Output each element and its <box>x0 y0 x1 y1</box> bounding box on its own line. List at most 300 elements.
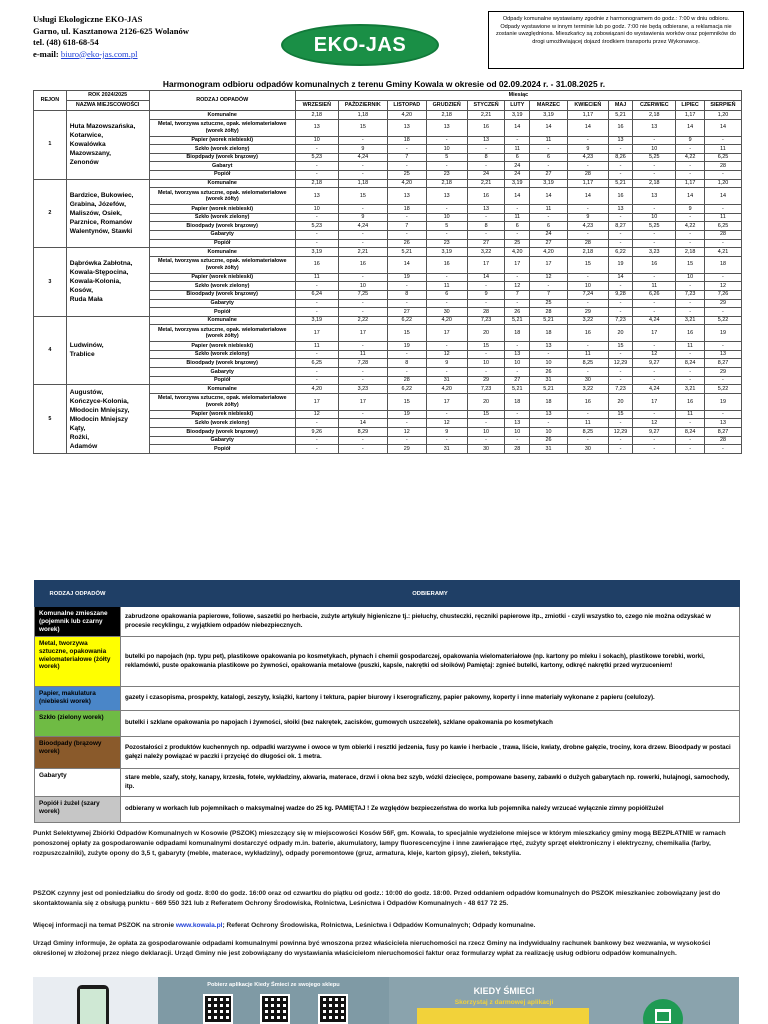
collection-day: 3,19 <box>295 248 338 257</box>
collection-day: 4,24 <box>633 385 676 394</box>
legend-header-accept: ODBIERAMY <box>121 581 740 607</box>
collection-day: 8,24 <box>676 428 705 437</box>
town-name: Zenonów <box>69 159 99 167</box>
collection-day: - <box>704 205 741 214</box>
collection-day: - <box>505 368 530 377</box>
collection-day: 11 <box>676 342 705 351</box>
collection-day: 10 <box>567 282 608 291</box>
waste-type-label: Papier (worek niebieski) <box>149 205 295 214</box>
logo-text: EKO-JAS <box>313 33 407 56</box>
collection-day: 5,25 <box>633 222 676 231</box>
collection-day: 24 <box>505 162 530 171</box>
collection-day: 28 <box>704 162 741 171</box>
collection-day: 18 <box>505 393 530 410</box>
collection-day: - <box>338 410 387 419</box>
collection-day: 11 <box>295 273 338 282</box>
collection-day: 8,29 <box>338 428 387 437</box>
collection-day: 5 <box>426 153 467 162</box>
company-address: Garno, ul. Kasztanowa 2126-625 Wolanów <box>33 25 189 36</box>
collection-day: 10 <box>426 145 467 154</box>
collection-day: - <box>387 162 426 171</box>
collection-day: 17 <box>505 256 530 273</box>
collection-day: 28 <box>467 308 505 317</box>
waste-type-label: Gabaryty <box>149 368 295 377</box>
collection-day: 13 <box>295 188 338 205</box>
waste-type-label: Gabaryty <box>149 299 295 308</box>
collection-day: 5,25 <box>633 153 676 162</box>
collection-day: 1,17 <box>567 111 608 120</box>
collection-day: - <box>676 230 705 239</box>
collection-day: 27 <box>530 239 568 248</box>
collection-day: 3,23 <box>633 248 676 257</box>
collection-day: - <box>530 145 568 154</box>
collection-day: 11 <box>530 136 568 145</box>
collection-day: 13 <box>608 205 633 214</box>
collection-day: 18 <box>704 256 741 273</box>
collection-day: 20 <box>467 325 505 342</box>
collection-day: 16 <box>676 393 705 410</box>
collection-day: 13 <box>387 188 426 205</box>
collection-day: - <box>633 239 676 248</box>
collection-day: 1,20 <box>704 179 741 188</box>
collection-day: 15 <box>387 393 426 410</box>
collection-day: 10 <box>530 359 568 368</box>
collection-day: - <box>608 145 633 154</box>
collection-day: - <box>295 445 338 454</box>
collection-day: - <box>608 282 633 291</box>
collection-day: 11 <box>676 410 705 419</box>
collection-day: 13 <box>295 119 338 136</box>
waste-type-label: Komunalne <box>149 248 295 257</box>
collection-day: 12 <box>387 428 426 437</box>
collection-day: 16 <box>608 119 633 136</box>
collection-day: - <box>467 213 505 222</box>
collection-day: - <box>338 162 387 171</box>
collection-day: - <box>505 342 530 351</box>
month-header: LISTOPAD <box>387 101 426 111</box>
collection-day: 12,29 <box>608 428 633 437</box>
town-list <box>66 179 149 248</box>
collection-day: 19 <box>704 393 741 410</box>
town-name: Ruda Mała <box>69 296 103 304</box>
collection-day: 1,20 <box>704 111 741 120</box>
waste-type-label: Szkło (worek zielony) <box>149 419 295 428</box>
legend-waste-type: Bioodpady (brązowy worek) <box>35 737 121 769</box>
collection-day: - <box>387 145 426 154</box>
legend-row <box>35 797 740 823</box>
collection-day: 11 <box>338 350 387 359</box>
waste-type-label: Metal, tworzywa sztuczne, opak. wielomateriałowe (worek żółty) <box>149 188 295 205</box>
collection-day: 7 <box>530 290 568 299</box>
collection-day: 20 <box>467 393 505 410</box>
month-header: SIERPIEŃ <box>704 101 741 111</box>
collection-day: 14 <box>567 188 608 205</box>
collection-day: 14 <box>467 273 505 282</box>
collection-day: 4,22 <box>676 153 705 162</box>
waste-type-label: Szkło (worek zielony) <box>149 213 295 222</box>
collection-day: 31 <box>426 445 467 454</box>
collection-day: 10 <box>633 145 676 154</box>
collection-day: 17 <box>426 325 467 342</box>
collection-day: - <box>608 308 633 317</box>
app-banner <box>33 977 739 1024</box>
collection-day: 1,18 <box>338 111 387 120</box>
collection-notice: Odpady komunalne wystawiamy zgodnie z harmonogramem do godz.: 7:00 w dniu odbioru. Odpady wystawione w innym terminie lub po godz. 7:00 nie będą odbierane, a reklamacja nie zostanie uwzględniona. Mieszkańcy są zobowiązani do wystawienia worków oraz pojemników do drogi umożliwiającej dojazd środkiem transportu przez Wykonawcę. <box>488 11 744 69</box>
collection-day: 2,21 <box>467 179 505 188</box>
collection-day: 5,22 <box>704 385 741 394</box>
waste-type-label: Papier (worek niebieski) <box>149 273 295 282</box>
collection-day: - <box>567 273 608 282</box>
month-header: LUTY <box>505 101 530 111</box>
qr-code-icon[interactable] <box>260 994 290 1024</box>
collection-day: - <box>608 436 633 445</box>
collection-day: 24 <box>467 170 505 179</box>
collection-day: - <box>467 368 505 377</box>
collection-day: 27 <box>505 376 530 385</box>
collection-day: 4,22 <box>676 222 705 231</box>
collection-day: - <box>338 299 387 308</box>
collection-day: 10 <box>467 359 505 368</box>
collection-day: 11 <box>567 419 608 428</box>
collection-day: - <box>338 342 387 351</box>
collection-day: 9 <box>567 145 608 154</box>
collection-day: 2,22 <box>338 316 387 325</box>
collection-day: 10 <box>426 213 467 222</box>
collection-day: 7,28 <box>338 359 387 368</box>
collection-day: 10 <box>467 428 505 437</box>
company-phone: tel. (48) 618-68-54 <box>33 37 99 47</box>
legend-waste-type: Papier, makulatura (niebieski worek) <box>35 687 121 711</box>
collection-day: 28 <box>567 239 608 248</box>
collection-day: 13 <box>505 419 530 428</box>
town-name: Rożki, <box>69 433 90 441</box>
collection-day: 12 <box>505 282 530 291</box>
waste-type-label: Papier (worek niebieski) <box>149 342 295 351</box>
legend-header-type: RODZAJ ODPADÓW <box>35 581 121 607</box>
collection-day: - <box>567 410 608 419</box>
waste-type-label: Papier (worek niebieski) <box>149 410 295 419</box>
collection-day: - <box>608 299 633 308</box>
collection-day: - <box>295 170 338 179</box>
collection-day: 15 <box>338 188 387 205</box>
month-header: LIPIEC <box>676 101 705 111</box>
collection-day: 16 <box>676 325 705 342</box>
collection-day: 8,25 <box>567 428 608 437</box>
collection-day: - <box>608 445 633 454</box>
collection-day: - <box>676 213 705 222</box>
collection-day: 7 <box>387 222 426 231</box>
kowala-link[interactable]: www.kowala.pl <box>175 922 223 929</box>
month-header: MARZEC <box>530 101 568 111</box>
pszok-hours: PSZOK czynny jest od poniedziałku do środy od godz. 8:00 do godz. 16:00 oraz od czwartku do piątku od godz.: 10:00 do godz. 18:00. Przed oddaniem odpadów komunalnych do PSZOK mieszkaniec zobowiązany jest do skontaktowania się z obsługą punktu - 669 550 321 lub z Referatem Ochrony Środowiska, Rolnictwa, Leśnictwa i Odpadów Komunalnych - 48 617 72 25. <box>33 890 721 907</box>
collection-day: 13 <box>633 188 676 205</box>
legend-waste-type: Gabaryty <box>35 769 121 797</box>
collection-day: 18 <box>530 325 568 342</box>
town-name: Kowala-Kolonia, <box>69 278 122 286</box>
collection-day: - <box>338 205 387 214</box>
collection-day: 10 <box>633 213 676 222</box>
collection-day: 11 <box>505 213 530 222</box>
collection-day: - <box>530 213 568 222</box>
collection-day: 17 <box>633 325 676 342</box>
collection-day: 10 <box>295 136 338 145</box>
waste-type-label: Popiół <box>149 445 295 454</box>
collection-day: - <box>338 273 387 282</box>
collection-day: 13 <box>467 205 505 214</box>
collection-day: 8,26 <box>608 153 633 162</box>
collection-day: 16 <box>567 393 608 410</box>
collection-day: - <box>295 308 338 317</box>
email-label: e-mail: <box>33 48 61 59</box>
collection-day: - <box>467 230 505 239</box>
town-name: Kosów, <box>69 287 93 295</box>
legend-row <box>35 711 740 737</box>
collection-day: 10 <box>505 359 530 368</box>
collection-day: 11 <box>505 145 530 154</box>
collection-day: - <box>295 299 338 308</box>
collection-day: - <box>676 299 705 308</box>
yellow-bar <box>417 1008 589 1024</box>
collection-day: - <box>676 376 705 385</box>
more-info-post: ; Referat Ochrony Środowiska, Rolnictwa, Leśnictwa i Odpadów Komunalnych; Odpady komunalne. <box>222 922 536 929</box>
collection-day: 5,21 <box>530 316 568 325</box>
collection-day: - <box>338 170 387 179</box>
collection-day: 2,18 <box>633 179 676 188</box>
collection-day: - <box>567 299 608 308</box>
region-number: 2 <box>34 179 67 248</box>
collection-day: 2,18 <box>676 248 705 257</box>
collection-day: 4,20 <box>530 248 568 257</box>
collection-day: - <box>633 308 676 317</box>
collection-day: 7 <box>505 290 530 299</box>
collection-day: 10 <box>530 428 568 437</box>
town-name: Adamów <box>69 442 98 450</box>
collection-day: 17 <box>426 393 467 410</box>
waste-type-label: Szkło (worek zielony) <box>149 282 295 291</box>
waste-type-label: Metal, tworzywa sztuczne, opak. wielomateriałowe (worek żółty) <box>149 325 295 342</box>
collection-day: - <box>633 299 676 308</box>
collection-day: 14 <box>676 119 705 136</box>
collection-day: - <box>567 230 608 239</box>
collection-day: 20 <box>608 393 633 410</box>
collection-day: - <box>387 282 426 291</box>
collection-day: - <box>704 136 741 145</box>
more-info <box>33 921 739 931</box>
collection-day: 2,18 <box>426 111 467 120</box>
collection-day: 4,24 <box>633 316 676 325</box>
collection-day: 4,20 <box>387 179 426 188</box>
collection-day: 3,19 <box>530 179 568 188</box>
collection-day: - <box>426 342 467 351</box>
collection-day: - <box>676 308 705 317</box>
collection-day: - <box>633 230 676 239</box>
collection-day: 5,23 <box>295 153 338 162</box>
waste-type-label: Papier (worek niebieski) <box>149 136 295 145</box>
collection-day: 3,23 <box>338 385 387 394</box>
town-name: Kowala-Stępocina, <box>69 269 129 277</box>
collection-day: - <box>338 239 387 248</box>
collection-day: - <box>608 350 633 359</box>
legend-accepted-items: gazety i czasopisma, prospekty, katalogi, zeszyty, książki, kartony i tektura, papier biurowy i kserograficzny, papier pakowny, koperty i inne materiały wykonane z papieru (celulozy). <box>121 687 740 711</box>
collection-day: - <box>505 230 530 239</box>
collection-day: - <box>338 436 387 445</box>
legend-waste-type: Metal, tworzywa sztuczne, opakowania wielomateriałowe (żółty worek) <box>35 637 121 687</box>
collection-day: 4,20 <box>505 248 530 257</box>
collection-day: - <box>338 445 387 454</box>
collection-day: - <box>338 230 387 239</box>
collection-day: 14 <box>338 419 387 428</box>
collection-day: 3,21 <box>676 385 705 394</box>
collection-day: 16 <box>633 256 676 273</box>
collection-day: 6,22 <box>387 316 426 325</box>
header-month: Miesiąc <box>295 91 741 101</box>
collection-day: 1,18 <box>338 179 387 188</box>
collection-day: - <box>295 350 338 359</box>
app-slogan: Skorzystaj z darmowej aplikacji <box>454 999 554 1006</box>
town-list <box>66 111 149 180</box>
collection-day: 15 <box>608 410 633 419</box>
collection-day: 13 <box>530 410 568 419</box>
month-header: KWIECIEŃ <box>567 101 608 111</box>
town-name: Kończyce-Kolonia, <box>69 397 129 405</box>
collection-day: 26 <box>387 239 426 248</box>
collection-day: - <box>530 282 568 291</box>
collection-day: - <box>608 376 633 385</box>
collection-day: 2,18 <box>567 248 608 257</box>
company-info <box>33 14 189 60</box>
schedule-title: Harmonogram odbioru odpadów komunalnych z terenu Gminy Kowala w okresie od 02.09.2024 r. - 31.08.2025 r. <box>162 79 606 89</box>
collection-day: 8,24 <box>676 359 705 368</box>
waste-type-label: Metal, tworzywa sztuczne, opak. wielomateriałowe (worek żółty) <box>149 393 295 410</box>
collection-day: 6,22 <box>387 385 426 394</box>
collection-day: 18 <box>530 393 568 410</box>
collection-day: 13 <box>704 419 741 428</box>
table-row <box>34 179 742 188</box>
email-link[interactable]: biuro@eko-jas.com.pl <box>60 48 138 59</box>
collection-day: 10 <box>338 282 387 291</box>
collection-day: - <box>338 368 387 377</box>
collection-day: 13 <box>633 119 676 136</box>
town-name: Ludwinów, <box>69 342 104 350</box>
region-number: 4 <box>34 316 67 385</box>
collection-day: 15 <box>387 325 426 342</box>
legend-accepted-items: odbierany w workach lub pojemnikach o maksymalnej wadze do 25 kg. PAMIĘTAJ ! Ze względów bezpieczeństwa do worka lub pojemnika należy wrzucać wyłącznie zimny popiół/żużel <box>121 797 740 823</box>
waste-type-label: Gabaryt <box>149 162 295 171</box>
collection-day: - <box>530 162 568 171</box>
collection-day: - <box>505 205 530 214</box>
collection-day: - <box>633 136 676 145</box>
eko-jas-logo <box>281 24 439 66</box>
collection-day: 4,24 <box>338 222 387 231</box>
collection-day: - <box>676 419 705 428</box>
collection-day: 11 <box>567 350 608 359</box>
collection-day: 28 <box>387 376 426 385</box>
legend-row <box>35 769 740 797</box>
table-row <box>34 316 742 325</box>
waste-type-label: Gabaryty <box>149 230 295 239</box>
collection-day: 9,26 <box>295 428 338 437</box>
collection-day: 14 <box>505 119 530 136</box>
collection-day: 4,20 <box>295 385 338 394</box>
collection-day: - <box>704 308 741 317</box>
collection-day: 10 <box>676 273 705 282</box>
month-header: PAŹDZIERNIK <box>338 101 387 111</box>
collection-day: 5,21 <box>530 385 568 394</box>
collection-day: 14 <box>530 188 568 205</box>
collection-day: 9 <box>467 290 505 299</box>
collection-day: - <box>633 170 676 179</box>
collection-day: 29 <box>704 299 741 308</box>
collection-day: - <box>676 145 705 154</box>
collection-day: 5,21 <box>505 385 530 394</box>
collection-day: - <box>426 136 467 145</box>
collection-day: 23 <box>426 239 467 248</box>
collection-day: 15 <box>338 119 387 136</box>
collection-day: 30 <box>567 445 608 454</box>
qr-code-icon[interactable] <box>203 994 233 1024</box>
legend-accepted-items: stare meble, szafy, stoły, kanapy, krzesła, fotele, wykładziny, akwaria, materace, drzwi i okna bez szyb, wózki dziecięce, pompowane baseny, zabawki o dużych gabarytach np. rowerki, hulajnogi, samochody, itp. <box>121 769 740 797</box>
collection-day: 27 <box>467 239 505 248</box>
collection-day: 5 <box>426 222 467 231</box>
legend-row <box>35 687 740 711</box>
header-towns: NAZWA MIEJSCOWOŚCI <box>66 101 149 111</box>
town-name: Młodocin Mniejszy <box>69 415 128 423</box>
collection-day: 7,23 <box>676 290 705 299</box>
collection-day: 6 <box>530 153 568 162</box>
collection-day: 5,21 <box>387 248 426 257</box>
collection-day: - <box>608 419 633 428</box>
collection-day: - <box>295 239 338 248</box>
collection-day: 14 <box>704 188 741 205</box>
collection-day: 15 <box>608 342 633 351</box>
qr-code-icon[interactable] <box>318 994 348 1024</box>
collection-day: 16 <box>426 256 467 273</box>
collection-day: 19 <box>387 273 426 282</box>
collection-day: 6,24 <box>295 290 338 299</box>
collection-day: - <box>295 282 338 291</box>
region-number: 5 <box>34 385 67 454</box>
collection-day: 14 <box>608 273 633 282</box>
collection-day: 1,17 <box>567 179 608 188</box>
collection-day: - <box>505 436 530 445</box>
collection-day: 28 <box>567 170 608 179</box>
collection-day: - <box>567 368 608 377</box>
collection-day: 1,17 <box>676 179 705 188</box>
collection-day: - <box>567 342 608 351</box>
collection-day: 16 <box>295 256 338 273</box>
waste-type-label: Biopdpady (worek brązowy) <box>149 153 295 162</box>
collection-day: 6 <box>505 222 530 231</box>
collection-day: 12 <box>426 419 467 428</box>
collection-day: 18 <box>387 205 426 214</box>
collection-day: 3,22 <box>567 316 608 325</box>
collection-day: 29 <box>704 368 741 377</box>
collection-day: 4,24 <box>338 153 387 162</box>
month-header: MAJ <box>608 101 633 111</box>
collection-day: 9 <box>426 359 467 368</box>
collection-day: - <box>567 136 608 145</box>
month-header: GRUDZIEŃ <box>426 101 467 111</box>
collection-day: - <box>633 445 676 454</box>
collection-day: - <box>467 350 505 359</box>
collection-day: 11 <box>530 205 568 214</box>
collection-day: 13 <box>608 136 633 145</box>
legend-row <box>35 607 740 637</box>
collection-day: - <box>295 436 338 445</box>
more-info-pre: Więcej informacji na temat PSZOK na stronie <box>33 922 176 929</box>
collection-day: 12 <box>295 410 338 419</box>
town-name: Bardzice, Bukowiec, <box>69 191 134 199</box>
